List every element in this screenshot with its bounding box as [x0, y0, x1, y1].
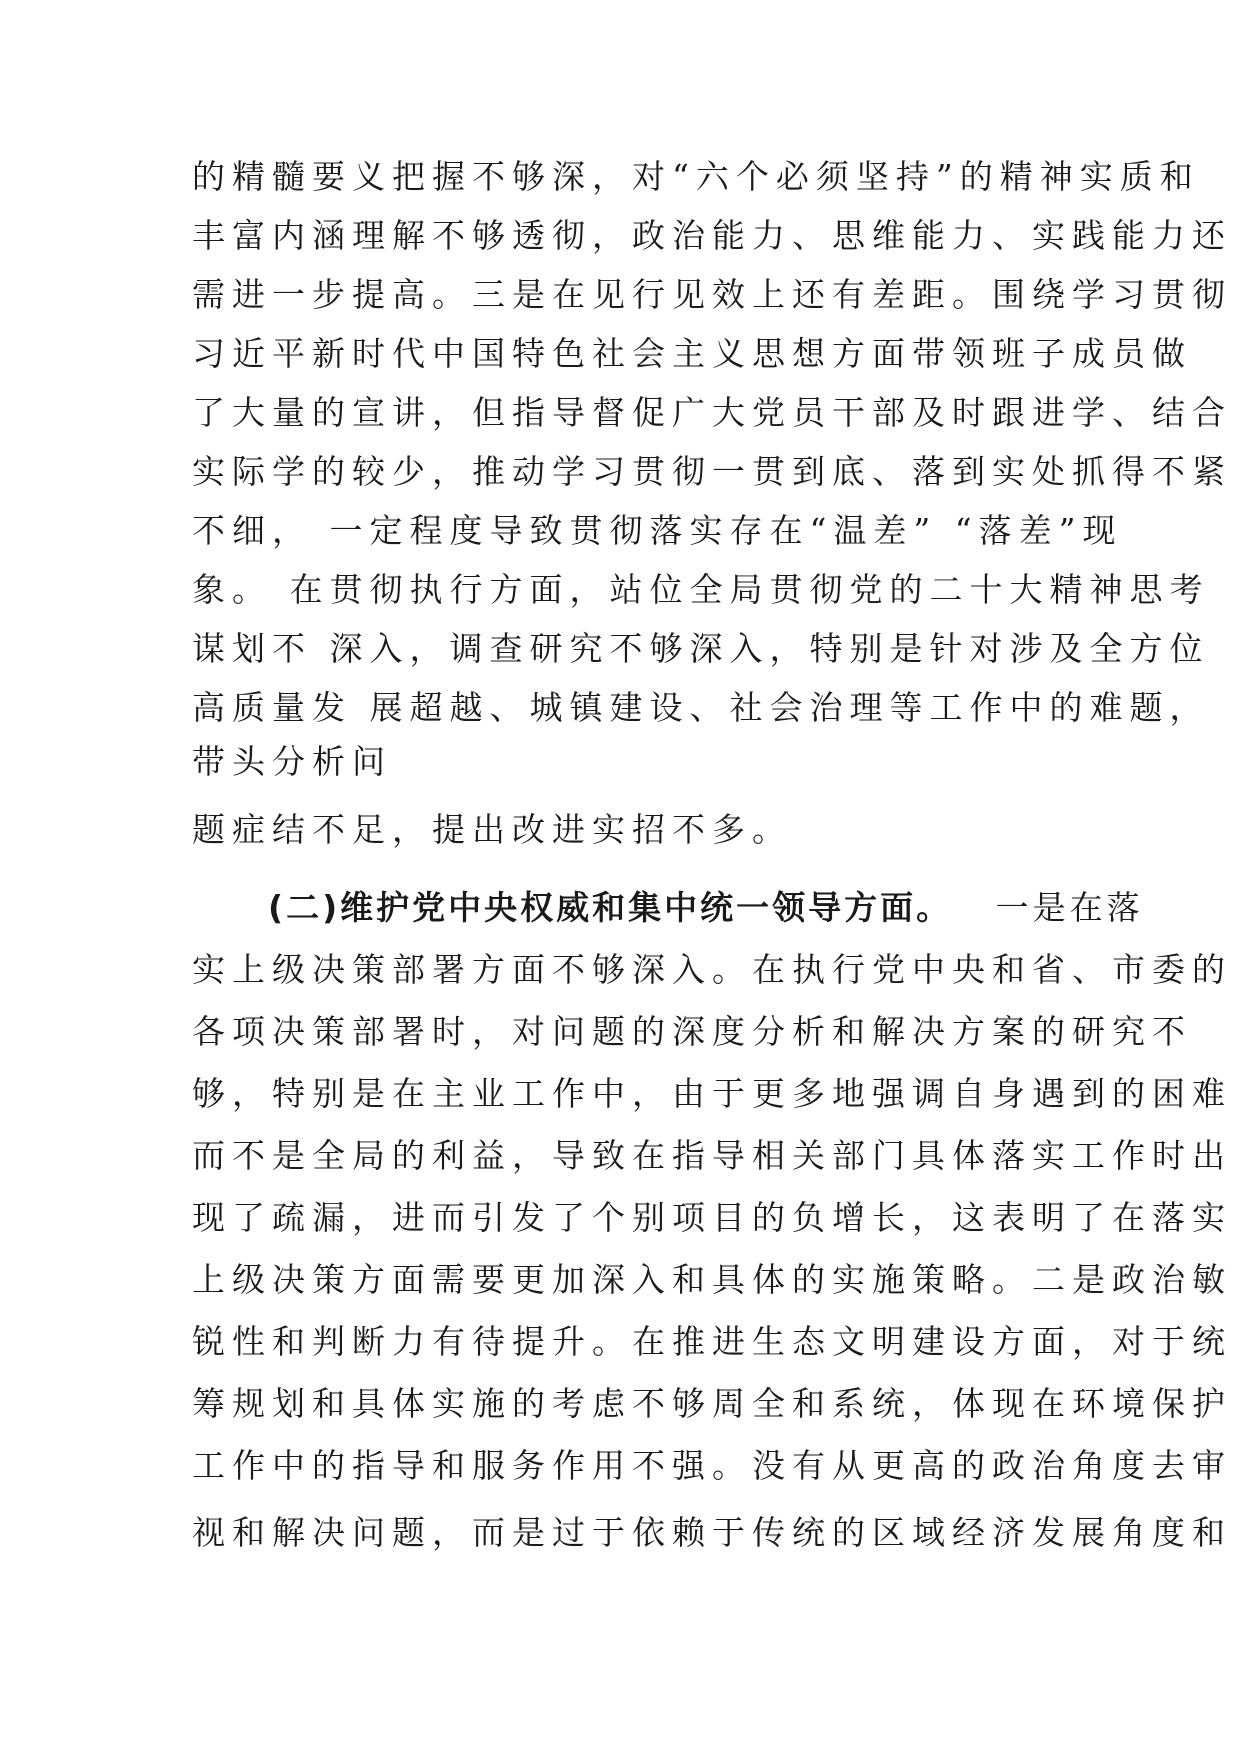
body-text-line: 实上级决策部署方面不够深入。在执行党中央和省、市委的 [192, 950, 1232, 989]
body-text-line: 上级决策方面需要更加深入和具体的实施策略。二是政治敏 [192, 1260, 1232, 1299]
body-text-line: 的精髓要义把握不够深，对“六个必须坚持”的精神实质和 [192, 157, 1200, 196]
body-text-line: 锐性和判断力有待提升。在推进生态文明建设方面，对于统 [192, 1322, 1232, 1361]
section-first-line-rest: 一是在落 [995, 888, 1144, 927]
body-text-line: 需进一步提高。三是在见行见效上还有差距。围绕学习贯彻 [192, 275, 1232, 314]
body-text-line: 各项决策部署时，对问题的深度分析和解决方案的研究不 [192, 1012, 1192, 1051]
body-text-line: 象。 在贯彻执行方面，站位全局贯彻党的二十大精神思考 [192, 570, 1210, 609]
section-heading: (二)维护党中央权威和集中统一领导方面。 [268, 888, 953, 927]
section-heading-line [268, 888, 1144, 928]
body-text-line: 不细， 一定程度导致贯彻落实存在“温差” “落差”现 [192, 511, 1123, 550]
body-text-line: 而不是全局的利益，导致在指导相关部门具体落实工作时出 [192, 1136, 1232, 1175]
body-text-line: 工作中的指导和服务作用不强。没有从更高的政治角度去审 [192, 1446, 1232, 1485]
body-text-line: 视和解决问题，而是过于依赖于传统的区域经济发展角度和 [192, 1513, 1232, 1552]
body-text-line: 题症结不足，提出改进实招不多。 [192, 810, 792, 849]
body-text-line: 习近平新时代中国特色社会主义思想方面带领班子成员做 [192, 334, 1192, 373]
body-text-line: 现了疏漏，进而引发了个别项目的负增长，这表明了在落实 [192, 1198, 1232, 1237]
body-text-line: 实际学的较少，推动学习贯彻一贯到底、落到实处抓得不紧 [192, 452, 1232, 491]
body-text-line: 筹规划和具体实施的考虑不够周全和系统，体现在环境保护 [192, 1384, 1232, 1423]
body-text-line: 了大量的宣讲，但指导督促广大党员干部及时跟进学、结合 [192, 393, 1232, 432]
body-text-line: 带头分析问 [192, 742, 392, 781]
body-text-line: 够，特别是在主业工作中，由于更多地强调自身遇到的困难 [192, 1074, 1232, 1113]
body-text-line: 高质量发 展超越、城镇建设、社会治理等工作中的难题， [192, 688, 1210, 727]
body-text-line: 谋划不 深入，调查研究不够深入，特别是针对涉及全方位 [192, 629, 1210, 668]
body-text-line: 丰富内涵理解不够透彻，政治能力、思维能力、实践能力还 [192, 216, 1232, 255]
